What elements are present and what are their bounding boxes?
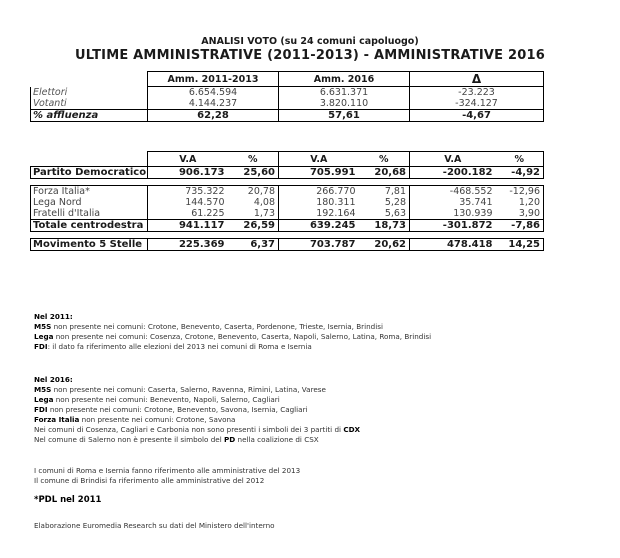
note-line: I comuni di Roma e Isernia fanno riferimento alle amministrative del 2013 [34,466,301,475]
cell-value: -4,92 [496,167,544,179]
note-line [34,415,360,425]
note-line [34,332,431,342]
cell-value: 478.418 [410,239,496,251]
spacer [31,179,544,186]
note-key: Forza Italia [34,415,80,424]
row-label: Elettori [31,87,148,99]
note-text: nella coalizione di CSX [235,435,319,444]
col-header-va-2016: V.A [279,152,359,167]
note-key: PD [224,435,236,444]
cell-value: 3,90 [496,208,544,220]
note-key: M5S [34,385,52,394]
results-row-m5s [31,239,544,251]
cell-value: 7,81 [359,186,410,198]
cell-value: 5,28 [384,197,406,208]
row-label: Fratelli d'Italia [31,208,148,220]
cell-value: -7,86 [496,220,544,232]
note-line: Il comune di Brindisi fa riferimento alle amministrative del 2012 [34,476,265,485]
col-header-pct-2016: % [359,152,410,167]
cell-value: 4.144.237 [148,98,279,110]
cell-value: 1,73 [253,208,275,219]
cell-value: 6,37 [228,239,279,251]
cell-value: -200.182 [410,167,496,179]
cell-value: 941.117 [148,220,228,232]
results-row-lega-nord [31,197,544,208]
results-header-blank [31,152,148,167]
cell-value: 25,60 [228,167,279,179]
cell-value: 266.770 [279,186,359,198]
cell-value: 3.820.110 [279,98,410,110]
row-label: Partito Democratico [31,167,148,179]
note-text: non presente nei comuni: Caserta, Salerno, Ravenna, Rimini, Latina, Varese [51,385,326,394]
note-text: non presente nei comuni: Crotone, Benevento, Savona, Isernia, Cagliari [47,405,308,414]
note-key: Lega [34,395,54,404]
note-key: FDI [34,405,48,414]
note-text: non presente nei comuni: Crotone, Benevento, Caserta, Pordenone, Trieste, Isernia, Brindisi [51,322,383,331]
cell-value: 639.245 [279,220,359,232]
note-key: M5S [34,322,52,331]
cell-value: 180.311 [279,197,359,208]
cell-value: -468.552 [410,186,496,198]
note-line [34,405,360,415]
cell-value: 705.991 [279,167,359,179]
pdl-footnote: *PDL nel 2011 [34,495,102,505]
note-text: Nel comune di Salerno non è presente il simbolo del [34,435,224,444]
source-note: Elaborazione Euromedia Research su dati del Ministero dell'interno [34,521,275,530]
results-row-forza-italia [31,186,544,198]
note-line [34,322,431,332]
note-key: FDI [34,342,48,351]
cell-value: 4,08 [253,197,275,208]
note-line [34,395,360,405]
cell-value: 18,73 [359,220,410,232]
notes-2016-heading: Nel 2016: [34,375,73,384]
cell-value: -324.127 [410,98,544,110]
note-text: Nei comuni di Cosenza, Cagliari e Carbonia non sono presenti i simboli dei 3 partiti di [34,425,344,434]
cell-value: 20,68 [359,167,410,179]
analysis-subtitle: ANALISI VOTO (su 24 comuni capoluogo) [201,36,419,47]
note-key: Lega [34,332,54,341]
row-label: Votanti [31,98,148,110]
note-line [34,425,360,435]
cell-value: 57,61 [279,110,410,122]
cell-value: 906.173 [148,167,228,179]
cell-value: 35.741 [410,197,496,208]
cell-value: 26,59 [228,220,279,232]
row-label: Totale centrodestra [31,220,148,232]
notes-2016 [34,375,360,445]
note-key: CDX [343,425,361,434]
col-header-va-delta: V.A [410,152,496,167]
cell-value: -301.872 [410,220,496,232]
col-header-va-2011: V.A [148,152,228,167]
cell-value: -23.223 [410,87,544,99]
spacer [31,232,544,239]
cell-value: -12,96 [496,186,544,198]
col-header-amm-2011-2013: Amm. 2011-2013 [148,72,279,87]
note-line [34,385,360,395]
cell-value: 735.322 [148,186,228,198]
cell-value: 20,62 [359,239,410,251]
turnout-header-blank [31,72,148,87]
turnout-table [30,71,544,122]
page-title: ULTIME AMMINISTRATIVE (2011-2013) - AMMINISTRATIVE 2016 [75,48,545,63]
cell-value: 1,20 [496,197,544,208]
turnout-row-elettori [31,87,544,99]
results-table [30,151,544,251]
note-text: non presente nei comuni: Crotone, Savona [79,415,236,424]
cell-value: 144.570 [148,197,228,208]
notes-2011 [34,312,431,352]
cell-value: 5,63 [384,208,406,219]
col-header-pct-2011: % [228,152,279,167]
cell-value: 192.164 [279,208,359,220]
note-text: non presente nei comuni: Cosenza, Crotone, Benevento, Caserta, Napoli, Salerno, Latina, Roma, Brindisi [53,332,432,341]
row-label: Lega Nord [31,197,148,208]
notes-reference [34,466,300,486]
cell-value: 130.939 [410,208,496,220]
turnout-row-affluenza [31,110,544,122]
cell-value: 14,25 [496,239,544,251]
row-label: % affluenza [31,110,148,122]
cell-value: 6.654.594 [148,87,279,99]
col-header-amm-2016: Amm. 2016 [279,72,410,87]
col-header-delta: Δ [410,72,544,87]
note-line [34,342,431,352]
cell-value: 225.369 [148,239,228,251]
results-row-pd [31,167,544,179]
notes-2011-heading: Nel 2011: [34,312,73,321]
cell-value: -4,67 [410,110,544,122]
note-line [34,435,360,445]
row-label: Forza Italia* [31,186,148,198]
note-text: : il dato fa riferimento alle elezioni del 2013 nei comuni di Roma e Isernia [47,342,312,351]
row-label: Movimento 5 Stelle [31,239,148,251]
cell-value: 703.787 [279,239,359,251]
note-text: non presente nei comuni: Benevento, Napoli, Salerno, Cagliari [53,395,280,404]
cell-value: 20,78 [228,186,279,198]
results-row-totale-centrodestra [31,220,544,232]
cell-value: 61.225 [148,208,228,220]
results-row-fratelli-italia [31,208,544,220]
cell-value: 6.631.371 [279,87,410,99]
cell-value: 62,28 [148,110,279,122]
col-header-pct-delta: % [496,152,544,167]
turnout-row-votanti [31,98,544,110]
